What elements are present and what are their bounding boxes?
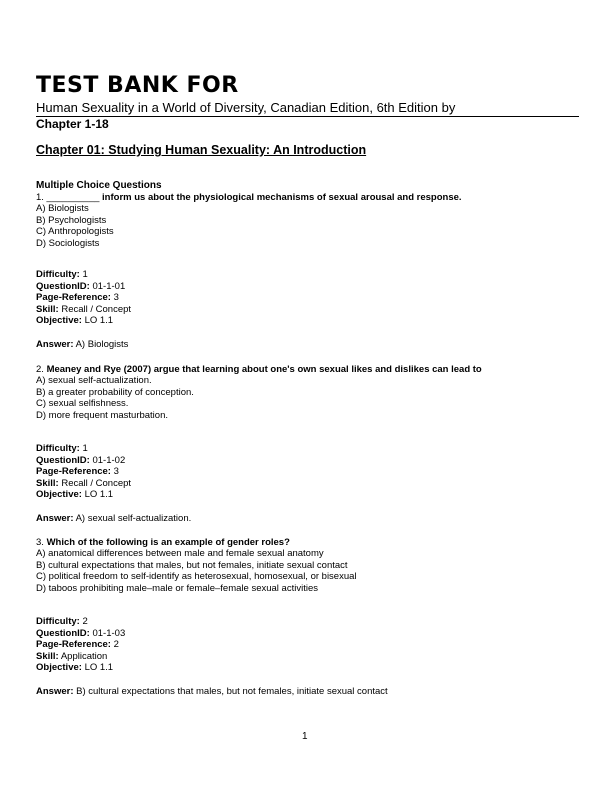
question-stem [36, 192, 462, 204]
metadata-value: LO 1.1 [81, 315, 114, 326]
answer-option: B) Psychologists [36, 214, 107, 226]
metadata-label: QuestionID: [36, 280, 90, 292]
question-text: Which of the following is an example of gender roles? [46, 537, 290, 548]
metadata-value: 01-1-02 [89, 454, 126, 466]
answer-option: A) sexual self-actualization. [36, 375, 152, 386]
answer-option: D) more frequent masturbation. [36, 409, 169, 421]
metadata-value: LO 1.1 [81, 489, 114, 500]
answer-line [36, 686, 388, 698]
metadata-row [36, 616, 88, 628]
metadata-label: QuestionID: [36, 454, 90, 466]
chapter-title: Chapter 01: Studying Human Sexuality: An Introduction [36, 143, 367, 157]
answer-value: B) cultural expectations that males, but not females, initiate sexual contact [73, 686, 388, 697]
metadata-value: Application [58, 650, 108, 662]
metadata-row [36, 466, 119, 478]
question-stem [36, 364, 482, 376]
question-stem [36, 537, 290, 549]
metadata-row [36, 662, 113, 674]
answer-label: Answer: [36, 339, 74, 350]
metadata-row [36, 639, 119, 651]
header-rule [36, 116, 579, 117]
metadata-value: Recall / Concept [58, 303, 132, 315]
metadata-label: Page-Reference: [36, 639, 111, 650]
answer-value: A) sexual self-actualization. [73, 513, 192, 524]
metadata-row [36, 269, 88, 281]
metadata-value: 01-1-03 [89, 627, 126, 639]
metadata-value: 2 [79, 616, 88, 627]
answer-option: B) a greater probability of conception. [36, 386, 194, 398]
metadata-row [36, 281, 125, 293]
answer-line [36, 339, 128, 351]
question-number: 1. __________ [36, 192, 100, 203]
metadata-label: Page-Reference: [36, 466, 111, 477]
question-number: 2. [36, 364, 47, 375]
answer-option: C) Anthropologists [36, 226, 114, 237]
metadata-row [36, 443, 88, 455]
metadata-label: Skill: [36, 650, 59, 662]
question-text: Meaney and Rye (2007) argue that learning about one's own sexual likes and dislikes can lead to [46, 364, 482, 375]
answer-option: D) taboos prohibiting male–male or female–female sexual activities [36, 582, 318, 594]
metadata-label: Skill: [36, 477, 59, 489]
metadata-row [36, 478, 131, 490]
test-bank-banner: TEST BANK FOR [36, 73, 239, 98]
metadata-row [36, 489, 113, 501]
metadata-value: 1 [79, 269, 88, 280]
metadata-row [36, 651, 107, 663]
metadata-row [36, 292, 119, 304]
metadata-label: Objective: [36, 315, 82, 326]
answer-option: B) cultural expectations that males, but not females, initiate sexual contact [36, 559, 348, 571]
metadata-row [36, 304, 131, 316]
answer-line [36, 513, 191, 525]
metadata-label: QuestionID: [36, 627, 90, 639]
metadata-label: Objective: [36, 662, 82, 673]
metadata-row [36, 455, 125, 467]
metadata-value: LO 1.1 [81, 662, 114, 673]
question-number: 3. [36, 537, 47, 548]
metadata-value: 01-1-01 [89, 280, 126, 292]
metadata-value: 3 [110, 292, 119, 303]
answer-label: Answer: [36, 686, 74, 697]
metadata-value: 1 [79, 443, 88, 454]
metadata-value: Recall / Concept [58, 477, 132, 489]
metadata-label: Difficulty: [36, 269, 80, 280]
metadata-label: Difficulty: [36, 443, 80, 454]
metadata-value: 3 [110, 466, 119, 477]
metadata-label: Objective: [36, 489, 82, 500]
metadata-label: Difficulty: [36, 616, 80, 627]
metadata-row [36, 315, 113, 327]
answer-option: A) anatomical differences between male and female sexual anatomy [36, 548, 324, 559]
answer-value: A) Biologists [73, 339, 129, 350]
answer-option: D) Sociologists [36, 237, 100, 249]
page-number: 1 [302, 731, 308, 742]
answer-option: A) Biologists [36, 203, 89, 214]
metadata-value: 2 [110, 639, 119, 650]
metadata-label: Page-Reference: [36, 292, 111, 303]
answer-label: Answer: [36, 513, 74, 524]
answer-option: C) sexual selfishness. [36, 398, 129, 409]
answer-option: C) political freedom to self-identify as heterosexual, homosexual, or bisexual [36, 571, 357, 582]
metadata-row [36, 628, 125, 640]
question-text: inform us about the physiological mechanisms of sexual arousal and response. [99, 192, 462, 203]
metadata-label: Skill: [36, 303, 59, 315]
chapter-range: Chapter 1-18 [36, 117, 109, 131]
section-title: Multiple Choice Questions [36, 180, 162, 191]
book-subtitle: Human Sexuality in a World of Diversity, Canadian Edition, 6th Edition by [36, 100, 456, 115]
